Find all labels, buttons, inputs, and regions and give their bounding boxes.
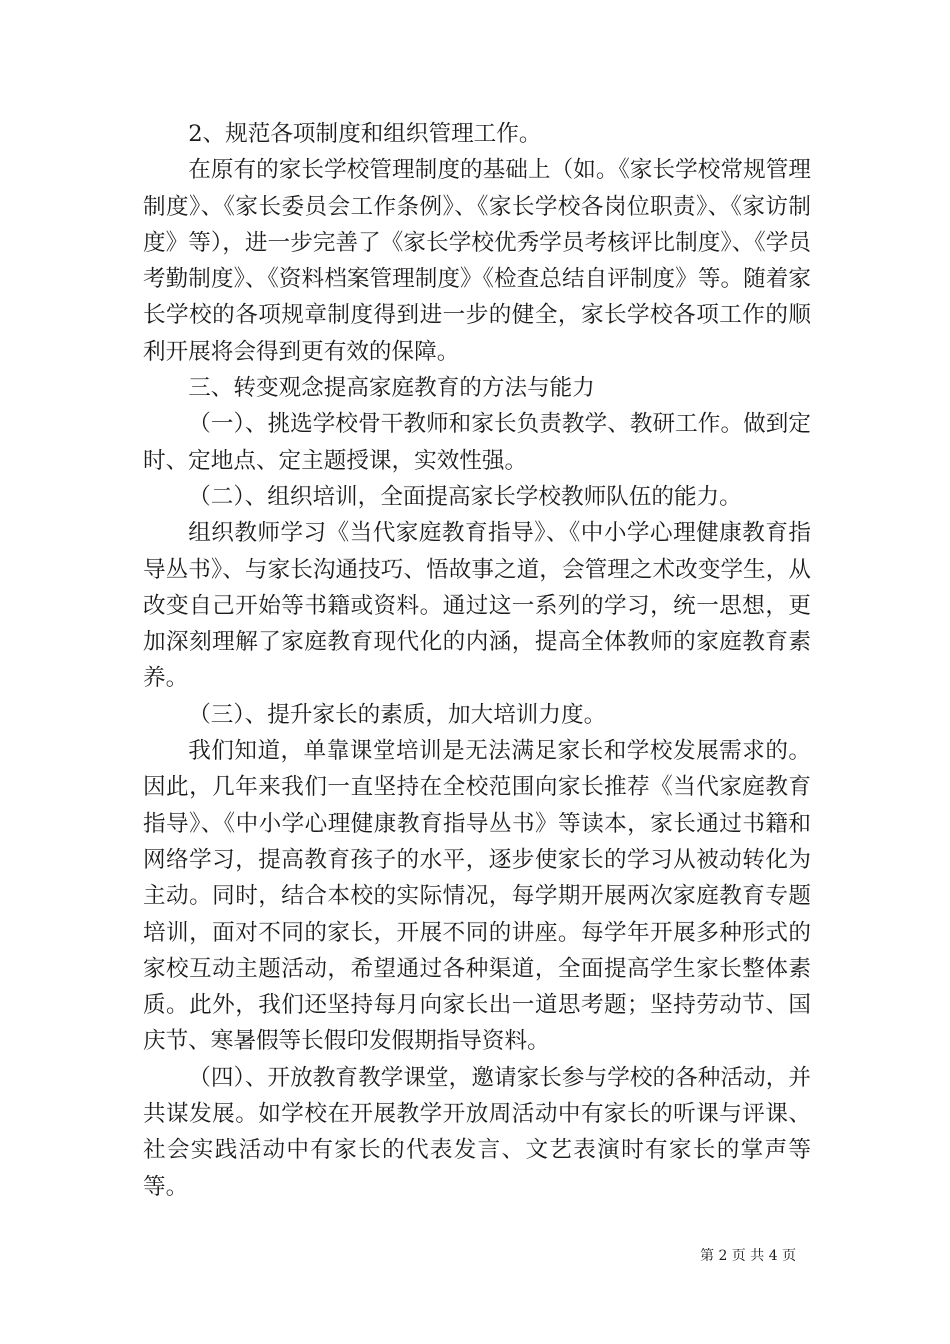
document-body [143,116,811,1205]
paragraph-item-3-heading: （三）、提升家长的素质，加大培训力度。 [188,701,607,728]
paragraph-regulations: 在原有的家长学校管理制度的基础上（如。《家长学校常规管理制度》、《家长委员会工作条例》、《家长学校各岗位职责》、《家访制度》等），进一步完善了《家长学校优秀学员考核评比制度》、《学员考勤制度》、《资料档案管理制度》《检查总结自评制度》等。随着家长学校的各项规章制度得到进一步的健全，家长学校各项工作的顺利开展将会得到更有效的保障。 [143,157,811,365]
paragraph-teacher-study: 组织教师学习《当代家庭教育指导》、《中小学心理健康教育指导丛书》、与家长沟通技巧、悟故事之道，会管理之术改变学生，从改变自己开始等书籍或资料。通过这一系列的学习，统一思想，更加深刻理解了家庭教育现代化的内涵，提高全体教师的家庭教育素养。 [143,520,811,692]
paragraph-item-4: （四）、开放教育教学课堂，邀请家长参与学校的各种活动，并共谋发展。如学校在开展教学开放周活动中有家长的听课与评课、社会实践活动中有家长的代表发言、文艺表演时有家长的掌声等等。 [143,1064,811,1200]
paragraph-parent-training: 我们知道，单靠课堂培训是无法满足家长和学校发展需求的。因此，几年来我们一直坚持在全校范围向家长推荐《当代家庭教育指导》、《中小学心理健康教育指导丛书》等读本，家长通过书籍和网络学习，提高教育孩子的水平，逐步使家长的学习从被动转化为主动。同时，结合本校的实际情况，每学期开展两次家庭教育专题培训，面对不同的家长，开展不同的讲座。每学年开展多种形式的家校互动主题活动，希望通过各种渠道，全面提高学生家长整体素质。此外，我们还坚持每月向家长出一道思考题；坚持劳动节、国庆节、寒暑假等长假印发假期指导资料。 [143,738,811,1055]
page-number-footer: 第 2 页 共 4 页 [700,1248,797,1264]
paragraph-section-3-heading: 三、转变观念提高家庭教育的方法与能力 [188,375,595,402]
paragraph-item-1: （一）、挑选学校骨干教师和家长负责教学、教研工作。做到定时、定地点、定主题授课，实效性强。 [143,411,811,474]
paragraph-section-2-heading: 2、规范各项制度和组织管理工作。 [188,121,542,147]
paragraph-item-2-heading: （二）、组织培训，全面提高家长学校教师队伍的能力。 [188,483,742,510]
